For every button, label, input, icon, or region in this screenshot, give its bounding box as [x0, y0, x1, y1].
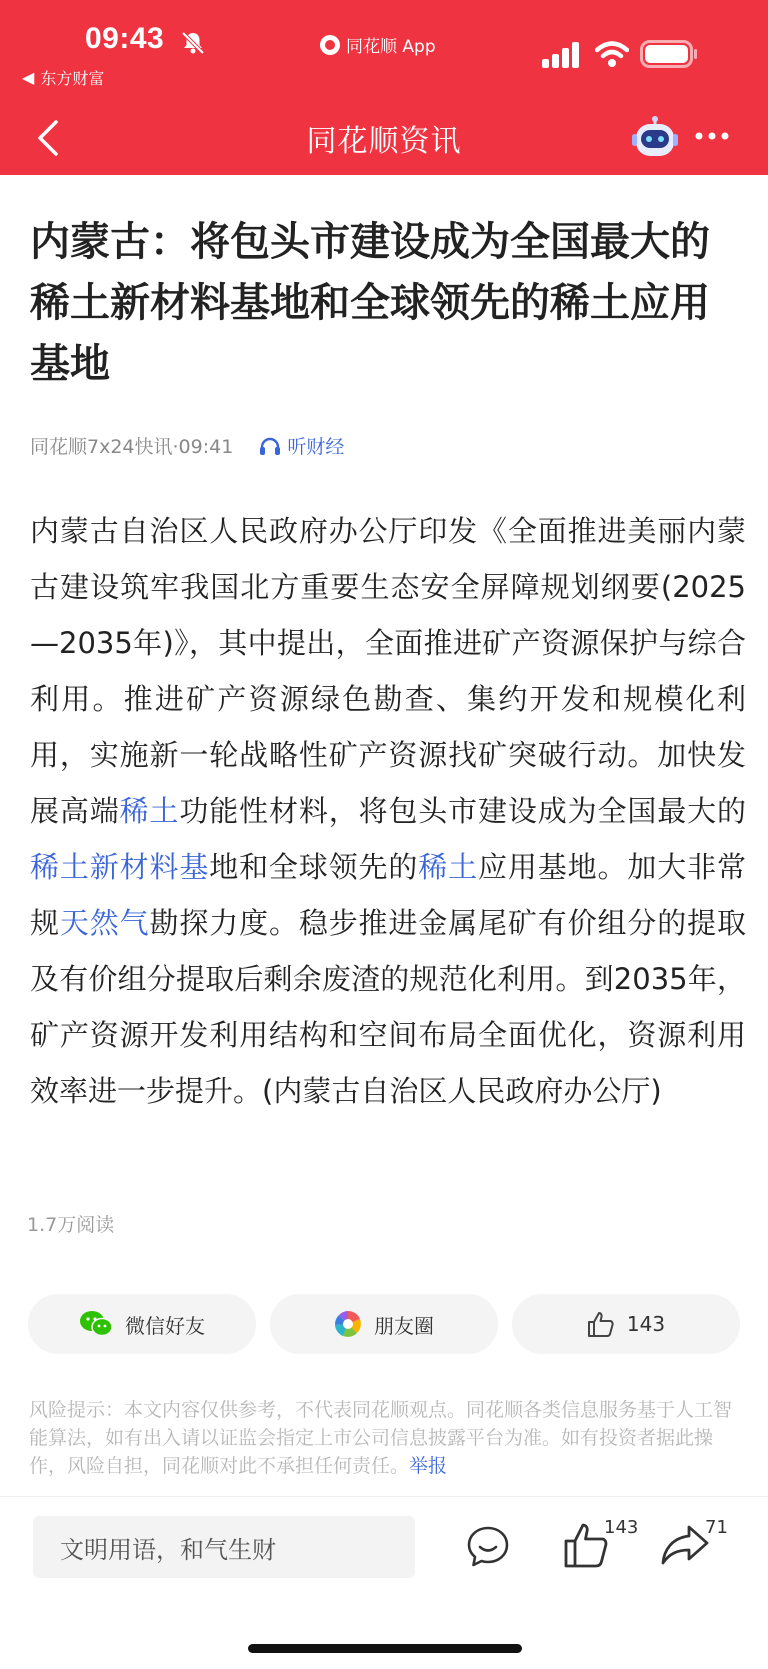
body-text-3: 地和全球领先的 — [209, 850, 419, 884]
share-wechat-button[interactable] — [28, 1294, 256, 1354]
article-title: 内蒙古：将包头市建设成为全国最大的稀土新材料基地和全球领先的稀土应用基地 — [30, 219, 710, 387]
status-center-app — [320, 32, 436, 57]
like-count-label: 143 — [626, 1312, 666, 1336]
more-options-icon[interactable] — [694, 128, 730, 144]
status-center-app-label: 同花顺 App — [346, 37, 436, 57]
listen-button[interactable] — [259, 432, 344, 459]
headphones-icon — [259, 436, 281, 456]
article-body — [30, 503, 746, 1119]
bottom-like-count: 143 — [604, 1517, 639, 1538]
body-text-5: 勘探力度。稳步推进金属尾矿有价组分的提取及有价组分提取后剩余废渣的规范化利用。到2035年，矿产资源开发利用结构和空间布局全面优化，资源利用效率进一步提升。(内蒙古自治区人民政府办公厅) — [30, 906, 746, 1108]
page-title: 同花顺资讯 — [306, 124, 462, 159]
bottom-thumbs-up-icon[interactable] — [563, 1521, 609, 1569]
share-wechat-label: 微信好友 — [125, 1313, 205, 1338]
thumbs-up-icon — [587, 1311, 615, 1337]
risk-disclaimer — [29, 1396, 741, 1480]
article-source-time: 同花顺7x24快讯·09:41 — [30, 436, 234, 458]
back-app-label: 东方财富 — [40, 69, 105, 88]
article-meta — [30, 432, 344, 459]
share-row — [28, 1294, 740, 1354]
risk-text: 风险提示：本文内容仅供参考，不代表同花顺观点。同花顺各类信息服务基于人工智能算法，如有出入请以证监会指定上市公司信息披露平台为准。如有投资者据此操作，风险自担，同花顺对此不承担任何责任。 — [29, 1399, 733, 1477]
listen-label: 听财经 — [287, 436, 345, 458]
keyword-link-rare-earth[interactable]: 稀土 — [119, 794, 180, 828]
cellular-signal-icon — [542, 42, 582, 68]
read-count: 1.7万阅读 — [27, 1214, 115, 1236]
like-button[interactable] — [512, 1294, 740, 1354]
keyword-link-rare-earth-2[interactable]: 稀土 — [418, 850, 479, 884]
status-time: 09:43 — [85, 22, 165, 55]
bell-muted-icon — [180, 30, 206, 56]
moments-aperture-icon — [334, 1310, 362, 1338]
comment-icon[interactable] — [466, 1525, 510, 1569]
back-to-app[interactable] — [22, 66, 104, 89]
share-arrow-icon[interactable] — [660, 1523, 710, 1567]
comment-input[interactable]: 文明用语，和气生财 — [33, 1516, 415, 1578]
keyword-link-rare-earth-new-materials[interactable]: 稀土新材料基 — [30, 850, 210, 884]
wifi-icon — [595, 40, 629, 68]
battery-icon — [640, 40, 698, 68]
body-text-2: 功能性材料，将包头市建设成为全国最大的 — [179, 794, 746, 828]
body-text-4: 应用基地。加大非常规 — [30, 850, 746, 940]
home-indicator — [248, 1644, 522, 1653]
share-moments-label: 朋友圈 — [374, 1313, 434, 1338]
ai-assistant-robot-icon[interactable] — [632, 116, 678, 158]
wechat-icon — [79, 1310, 113, 1338]
share-count: 71 — [705, 1517, 728, 1538]
report-link[interactable]: 举报 — [409, 1455, 448, 1477]
triangle-left-icon: ◀ — [22, 68, 35, 87]
app-header — [0, 0, 768, 175]
share-moments-button[interactable] — [270, 1294, 498, 1354]
body-text-1: 内蒙古自治区人民政府办公厅印发《全面推进美丽内蒙古建设筑牢我国北方重要生态安全屏障规划纲要(2025—2035年)》，其中提出，全面推进矿产资源保护与综合利用。推进矿产资源绿色勘查、集约开发和规模化利用，实施新一轮战略性矿产资源找矿突破行动。加快发展高端 — [30, 514, 746, 828]
tonghuashun-logo-icon — [320, 35, 340, 55]
keyword-link-natural-gas[interactable]: 天然气 — [59, 906, 150, 940]
